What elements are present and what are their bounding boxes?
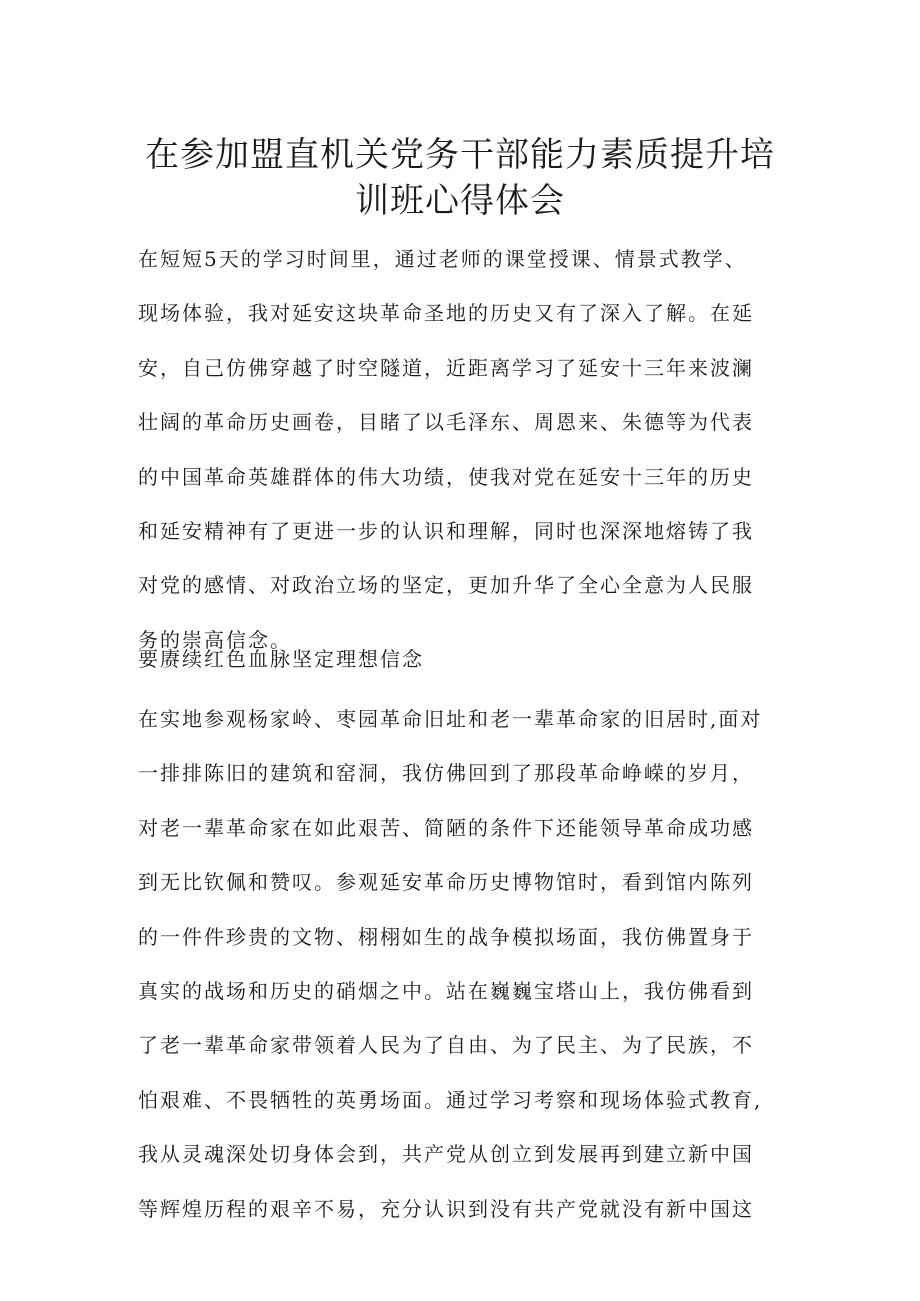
section-heading-text: 要赓续红色血脉坚定理想信念 (138, 647, 424, 671)
paragraph-2-line: 到无比钦佩和赞叹。参观延安革命历史博物馆时，看到馆内陈列 (138, 870, 754, 895)
paragraph-1-line: 的中国革命英雄群体的伟大功绩，使我对党在延安十三年的历史 (138, 464, 754, 489)
paragraph-1-line: 壮阔的革命历史画卷，目睹了以毛泽东、周恩来、朱德等为代表 (138, 410, 754, 435)
paragraph-2-line: 对老一辈革命家在如此艰苦、简陋的条件下还能领导革命成功感 (138, 815, 754, 840)
paragraph-2-line: 的一件件珍贵的文物、栩栩如生的战争模拟场面，我仿佛置身于 (138, 924, 754, 949)
paragraph-2-line: 等辉煌历程的艰辛不易，充分认识到没有共产党就没有新中国这 (138, 1196, 754, 1221)
document-title (100, 132, 820, 224)
section-heading (138, 632, 794, 686)
paragraph-1-line: 安，自己仿佛穿越了时空隧道，近距离学习了延安十三年来波澜 (138, 355, 754, 380)
paragraph-1-line: 务的崇高信念。 (138, 627, 292, 652)
paragraph-1-line: 和延安精神有了更进一步的认识和理解，同时也深深地熔铸了我 (138, 518, 754, 543)
paragraph-2-line: 我从灵魂深处切身体会到，共产党从创立到发展再到建立新中国 (138, 1142, 754, 1167)
paragraph-2-line: 怕艰难、不畏牺牲的英勇场面。通过学习考察和现场体验式教育, (138, 1087, 763, 1112)
paragraph-1-line: 对党的感情、对政治立场的坚定，更加升华了全心全意为人民服 (138, 573, 754, 598)
paragraph-2-line: 在实地参观杨家岭、枣园革命旧址和老一辈革命家的旧居时,面对 (138, 707, 763, 731)
paragraph-2 (138, 692, 794, 1236)
paragraph-2-line: 一排排陈旧的建筑和窑洞，我仿佛回到了那段革命峥嵘的岁月， (138, 761, 754, 786)
title-line-2: 训班心得体会 (355, 181, 565, 221)
paragraph-1-line: 现场体验，我对延安这块革命圣地的历史又有了深入了解。在延 (138, 301, 754, 326)
paragraph-1-line: 在短短5天的学习时间里，通过老师的课堂授课、情景式教学、 (138, 247, 747, 271)
paragraph-2-line: 真实的战场和历史的硝烟之中。站在巍巍宝塔山上，我仿佛看到 (138, 978, 754, 1003)
title-line-1: 在参加盟直机关党务干部能力素质提升培 (145, 135, 775, 175)
paragraph-2-line: 了老一辈革命家带领着人民为了自由、为了民主、为了民族，不 (138, 1033, 754, 1058)
paragraph-1 (138, 232, 794, 667)
